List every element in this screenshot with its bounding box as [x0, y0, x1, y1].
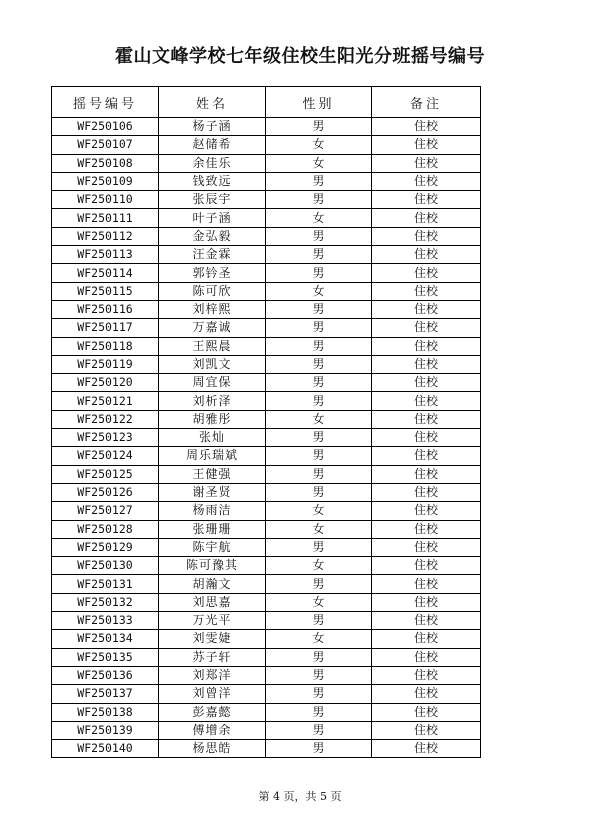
cell-gender: 男: [266, 447, 372, 465]
cell-remark: 住校: [372, 355, 481, 373]
cell-gender: 男: [266, 227, 372, 245]
cell-lottery-number: WF250138: [52, 703, 159, 721]
cell-lottery-number: WF250107: [52, 136, 159, 154]
table-row: [52, 118, 481, 136]
table-row: [52, 538, 481, 556]
cell-gender: 女: [266, 136, 372, 154]
cell-student-name: 苏子轩: [159, 648, 266, 666]
cell-lottery-number: WF250116: [52, 300, 159, 318]
cell-lottery-number: WF250119: [52, 355, 159, 373]
cell-gender: 男: [266, 648, 372, 666]
cell-remark: 住校: [372, 392, 481, 410]
cell-remark: 住校: [372, 502, 481, 520]
cell-remark: 住校: [372, 300, 481, 318]
table-row: [52, 557, 481, 575]
table-row: [52, 319, 481, 337]
cell-gender: 男: [266, 429, 372, 447]
cell-student-name: 王熙晨: [159, 337, 266, 355]
cell-remark: 住校: [372, 246, 481, 264]
cell-lottery-number: WF250124: [52, 447, 159, 465]
cell-student-name: 张灿: [159, 429, 266, 447]
cell-student-name: 杨思皓: [159, 740, 266, 758]
cell-remark: 住校: [372, 593, 481, 611]
cell-lottery-number: WF250106: [52, 118, 159, 136]
cell-student-name: 王健强: [159, 465, 266, 483]
cell-remark: 住校: [372, 227, 481, 245]
table-row: [52, 209, 481, 227]
table-header: [52, 87, 481, 118]
table-row: [52, 154, 481, 172]
cell-lottery-number: WF250123: [52, 429, 159, 447]
cell-lottery-number: WF250136: [52, 666, 159, 684]
cell-gender: 男: [266, 721, 372, 739]
table-row: [52, 483, 481, 501]
table-row: [52, 721, 481, 739]
cell-gender: 女: [266, 502, 372, 520]
table-row: [52, 392, 481, 410]
cell-student-name: 陈宇航: [159, 538, 266, 556]
cell-gender: 男: [266, 685, 372, 703]
cell-remark: 住校: [372, 319, 481, 337]
cell-gender: 女: [266, 630, 372, 648]
table-row: [52, 447, 481, 465]
table-row: [52, 429, 481, 447]
cell-lottery-number: WF250125: [52, 465, 159, 483]
cell-gender: 男: [266, 300, 372, 318]
cell-gender: 男: [266, 483, 372, 501]
cell-lottery-number: WF250122: [52, 410, 159, 428]
table-row: [52, 337, 481, 355]
table-row: [52, 630, 481, 648]
table-row: [52, 172, 481, 190]
table-row: [52, 355, 481, 373]
cell-remark: 住校: [372, 666, 481, 684]
cell-lottery-number: WF250109: [52, 172, 159, 190]
table-row: [52, 227, 481, 245]
page-number: 第 4 页，共 5 页: [258, 790, 342, 803]
table-row: [52, 703, 481, 721]
cell-lottery-number: WF250115: [52, 282, 159, 300]
cell-student-name: 刘郑洋: [159, 666, 266, 684]
cell-student-name: 余佳乐: [159, 154, 266, 172]
cell-remark: 住校: [372, 191, 481, 209]
cell-remark: 住校: [372, 648, 481, 666]
student-table: [51, 86, 481, 758]
table-row: [52, 685, 481, 703]
cell-remark: 住校: [372, 630, 481, 648]
cell-gender: 女: [266, 593, 372, 611]
cell-lottery-number: WF250129: [52, 538, 159, 556]
cell-student-name: 万嘉诚: [159, 319, 266, 337]
cell-student-name: 刘析泽: [159, 392, 266, 410]
cell-student-name: 胡瀚文: [159, 575, 266, 593]
cell-student-name: 彭嘉懿: [159, 703, 266, 721]
cell-remark: 住校: [372, 410, 481, 428]
cell-gender: 男: [266, 374, 372, 392]
table-row: [52, 465, 481, 483]
cell-lottery-number: WF250121: [52, 392, 159, 410]
cell-student-name: 谢圣贤: [159, 483, 266, 501]
cell-student-name: 钱致远: [159, 172, 266, 190]
page-title: 霍山文峰学校七年级住校生阳光分班摇号编号: [115, 46, 485, 67]
cell-gender: 女: [266, 282, 372, 300]
cell-lottery-number: WF250140: [52, 740, 159, 758]
cell-student-name: 刘曾洋: [159, 685, 266, 703]
cell-remark: 住校: [372, 374, 481, 392]
cell-remark: 住校: [372, 447, 481, 465]
cell-lottery-number: WF250139: [52, 721, 159, 739]
cell-gender: 男: [266, 337, 372, 355]
cell-gender: 男: [266, 666, 372, 684]
table-row: [52, 520, 481, 538]
cell-remark: 住校: [372, 154, 481, 172]
cell-gender: 男: [266, 264, 372, 282]
cell-gender: 男: [266, 319, 372, 337]
cell-remark: 住校: [372, 172, 481, 190]
cell-remark: 住校: [372, 538, 481, 556]
cell-lottery-number: WF250108: [52, 154, 159, 172]
cell-lottery-number: WF250131: [52, 575, 159, 593]
cell-gender: 男: [266, 465, 372, 483]
cell-gender: 女: [266, 154, 372, 172]
cell-remark: 住校: [372, 483, 481, 501]
table-row: [52, 282, 481, 300]
table-row: [52, 648, 481, 666]
cell-lottery-number: WF250126: [52, 483, 159, 501]
cell-remark: 住校: [372, 557, 481, 575]
cell-remark: 住校: [372, 429, 481, 447]
cell-gender: 男: [266, 246, 372, 264]
cell-student-name: 刘雯婕: [159, 630, 266, 648]
table-body: [52, 118, 481, 758]
cell-lottery-number: WF250127: [52, 502, 159, 520]
cell-gender: 男: [266, 538, 372, 556]
cell-remark: 住校: [372, 685, 481, 703]
cell-student-name: 傅增余: [159, 721, 266, 739]
cell-lottery-number: WF250137: [52, 685, 159, 703]
cell-student-name: 周宜保: [159, 374, 266, 392]
cell-lottery-number: WF250130: [52, 557, 159, 575]
cell-student-name: 金弘毅: [159, 227, 266, 245]
cell-lottery-number: WF250113: [52, 246, 159, 264]
cell-gender: 男: [266, 612, 372, 630]
cell-student-name: 胡雅彤: [159, 410, 266, 428]
cell-remark: 住校: [372, 703, 481, 721]
header-row: [52, 87, 481, 118]
table-row: [52, 575, 481, 593]
cell-lottery-number: WF250118: [52, 337, 159, 355]
cell-remark: 住校: [372, 612, 481, 630]
cell-gender: 女: [266, 410, 372, 428]
column-header-name: 姓名: [159, 87, 266, 118]
cell-remark: 住校: [372, 575, 481, 593]
cell-lottery-number: WF250135: [52, 648, 159, 666]
cell-student-name: 张珊珊: [159, 520, 266, 538]
cell-student-name: 叶子涵: [159, 209, 266, 227]
cell-student-name: 陈可豫其: [159, 557, 266, 575]
table-row: [52, 264, 481, 282]
cell-student-name: 赵储希: [159, 136, 266, 154]
cell-lottery-number: WF250112: [52, 227, 159, 245]
column-header-note: 备注: [372, 87, 481, 118]
cell-lottery-number: WF250133: [52, 612, 159, 630]
table-row: [52, 612, 481, 630]
cell-remark: 住校: [372, 136, 481, 154]
cell-gender: 男: [266, 118, 372, 136]
cell-gender: 男: [266, 172, 372, 190]
cell-gender: 女: [266, 520, 372, 538]
table-row: [52, 136, 481, 154]
cell-remark: 住校: [372, 740, 481, 758]
table-row: [52, 374, 481, 392]
cell-student-name: 陈可欣: [159, 282, 266, 300]
cell-remark: 住校: [372, 264, 481, 282]
cell-lottery-number: WF250120: [52, 374, 159, 392]
cell-remark: 住校: [372, 337, 481, 355]
column-header-gender: 性别: [266, 87, 372, 118]
cell-lottery-number: WF250114: [52, 264, 159, 282]
cell-lottery-number: WF250132: [52, 593, 159, 611]
cell-lottery-number: WF250110: [52, 191, 159, 209]
cell-lottery-number: WF250111: [52, 209, 159, 227]
cell-remark: 住校: [372, 118, 481, 136]
cell-remark: 住校: [372, 209, 481, 227]
cell-lottery-number: WF250128: [52, 520, 159, 538]
cell-remark: 住校: [372, 520, 481, 538]
cell-student-name: 张辰宇: [159, 191, 266, 209]
cell-lottery-number: WF250134: [52, 630, 159, 648]
cell-gender: 女: [266, 557, 372, 575]
cell-remark: 住校: [372, 282, 481, 300]
cell-student-name: 刘凯文: [159, 355, 266, 373]
column-header-id: 摇号编号: [52, 87, 159, 118]
table-row: [52, 300, 481, 318]
table-row: [52, 191, 481, 209]
cell-lottery-number: WF250117: [52, 319, 159, 337]
cell-student-name: 杨雨洁: [159, 502, 266, 520]
cell-gender: 男: [266, 703, 372, 721]
cell-gender: 男: [266, 392, 372, 410]
cell-remark: 住校: [372, 465, 481, 483]
cell-gender: 男: [266, 191, 372, 209]
cell-student-name: 郭钤圣: [159, 264, 266, 282]
cell-gender: 男: [266, 355, 372, 373]
cell-student-name: 刘思嘉: [159, 593, 266, 611]
cell-gender: 男: [266, 740, 372, 758]
table-row: [52, 502, 481, 520]
table-row: [52, 740, 481, 758]
table-row: [52, 246, 481, 264]
cell-student-name: 汪金霖: [159, 246, 266, 264]
table-row: [52, 410, 481, 428]
cell-remark: 住校: [372, 721, 481, 739]
cell-gender: 男: [266, 575, 372, 593]
cell-student-name: 刘梓熙: [159, 300, 266, 318]
table-row: [52, 666, 481, 684]
table-row: [52, 593, 481, 611]
cell-student-name: 周乐瑞斌: [159, 447, 266, 465]
cell-student-name: 杨子涵: [159, 118, 266, 136]
cell-gender: 女: [266, 209, 372, 227]
cell-student-name: 万光平: [159, 612, 266, 630]
